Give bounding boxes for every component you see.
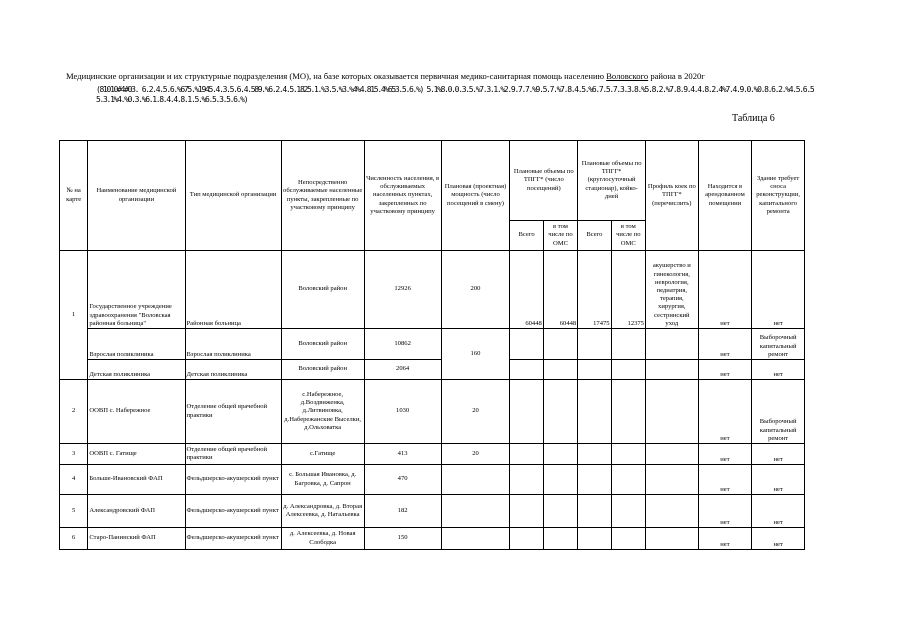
cell-pmsp-oms [543,465,577,495]
cell-pmsp-oms: 60448 [543,251,577,329]
cell-reconstruction: Выборочный капитальный ремонт [752,329,805,360]
cell-type: Фельдшерско-акушерский пункт [185,465,281,495]
cell-capacity: 20 [441,380,510,444]
cell-rented: нет [698,465,752,495]
cell-pmsp-oms [543,528,577,550]
cell-bed-profile [646,528,699,550]
cell-rented: нет [698,360,752,380]
cell-capacity: 160 [441,329,510,380]
cell-name: Старо-Панинский ФАП [88,528,185,550]
cell-bed-profile [646,465,699,495]
title-text-after: района в 2020г [648,71,705,81]
header-pmsp-volumes: Плановые объемы по ТПГГ* (число посещений) [510,141,578,221]
cell-hosp-oms [611,444,645,465]
cell-num: 4 [60,465,88,495]
garbled-line-2: 5.3.1%4.%0.3.%6.1.8.4.4.8.1.5.%6.5.3.5.6.%) [96,95,248,104]
cell-reconstruction: нет [752,528,805,550]
cell-num: 2 [60,380,88,444]
cell-hosp-oms [611,495,645,528]
cell-reconstruction: нет [752,251,805,329]
cell-capacity [441,465,510,495]
garbled-line-1: (81010#4#03. 6.2.4.5.6.%675.%1945.4.3.5.6.4.589.%6.2.4.5.1825.1.%3.5.%3.%4%4.815.4%653.5.6.%) 5.1%8.0.0.3.5.%7.3.1.%2.9.7.7.%9.5.7.%7.8.4.5.%6.7.5.7.3.3.8.%5.8.2.%7.8.9.4.4.8.2.4%7.4.9.0.%0.8.6.2.%4.5.6.5 [96,85,814,94]
cell-reconstruction: нет [752,444,805,465]
medical-organizations-table [59,140,805,550]
table-row [60,360,805,380]
cell-capacity: 20 [441,444,510,465]
cell-bed-profile [646,329,699,360]
garbled-text-block [96,85,813,105]
cell-pmsp-total [510,380,543,444]
header-hosp-total: Всего [578,221,611,251]
cell-bed-profile [646,444,699,465]
cell-population: 2064 [364,360,441,380]
cell-capacity [441,495,510,528]
cell-type: Отделение общей врачебной практики [185,380,281,444]
header-num: № на карте [60,141,88,251]
table-row [60,528,805,550]
cell-rented: нет [698,380,752,444]
cell-hosp-total [578,329,611,360]
cell-hosp-oms: 12375 [611,251,645,329]
cell-hosp-total [578,380,611,444]
table-row [60,495,805,528]
table-row [60,251,805,329]
cell-settlements: д. Александровка, д. Вторая Алексеевка, д. Натальевка [281,495,364,528]
cell-hosp-oms [611,528,645,550]
cell-bed-profile: акушерство и гинекология, неврология, педиатрия, терапия, хирургия, сестринский уход [646,251,699,329]
cell-bed-profile [646,380,699,444]
cell-rented: нет [698,495,752,528]
cell-population: 12926 [364,251,441,329]
cell-settlements: Воловский район [281,360,364,380]
cell-bed-profile [646,495,699,528]
cell-reconstruction: нет [752,360,805,380]
header-settlements: Непосредственно обслуживаемые населенные пункты, закрепленные по участковому принципу [281,141,364,251]
cell-type: Районная больница [185,251,281,329]
cell-hosp-oms [611,360,645,380]
cell-capacity [441,528,510,550]
cell-hosp-oms [611,380,645,444]
cell-rented: нет [698,444,752,465]
cell-name: ООВП с. Гатище [88,444,185,465]
cell-population: 10862 [364,329,441,360]
cell-type: Фельдшерско-акушерский пункт [185,528,281,550]
cell-bed-profile [646,360,699,380]
cell-settlements: с. Большая Ивановка, д. Багровка, д. Сапрон [281,465,364,495]
cell-hosp-oms [611,465,645,495]
header-bed-profile: Профиль коек по ТПГГ* (перечислить) [646,141,699,251]
cell-num: 6 [60,528,88,550]
cell-hosp-total [578,444,611,465]
cell-name: ООВП с. Набережное [88,380,185,444]
cell-settlements: д. Алексеевка, д. Новая Слободка [281,528,364,550]
cell-settlements: с.Набережное, д.Воздвиженка, д.Литвиновка, д.Набережанские Выселки, д.Ольховатка [281,380,364,444]
cell-population: 470 [364,465,441,495]
table-row [60,444,805,465]
cell-name: Взрослая поликлиника [88,329,185,360]
cell-rented: нет [698,528,752,550]
table-row [60,329,805,360]
cell-rented: нет [698,329,752,360]
cell-population: 150 [364,528,441,550]
cell-num: 5 [60,495,88,528]
cell-hosp-total: 17475 [578,251,611,329]
cell-name: Александровский ФАП [88,495,185,528]
cell-name: Детская поликлиника [88,360,185,380]
cell-pmsp-oms [543,329,577,360]
cell-settlements: Воловский район [281,251,364,329]
cell-hosp-oms [611,329,645,360]
cell-reconstruction: нет [752,465,805,495]
header-pmsp-oms: в том числе по ОМС [543,221,577,251]
cell-num: 3 [60,444,88,465]
cell-pmsp-total [510,495,543,528]
cell-type: Фельдшерско-акушерский пункт [185,495,281,528]
header-name: Наименование медицинской организации [88,141,185,251]
cell-type: Детская поликлиника [185,360,281,380]
cell-pmsp-total: 60448 [510,251,543,329]
cell-pmsp-total [510,444,543,465]
cell-settlements: с.Гатище [281,444,364,465]
cell-pmsp-oms [543,380,577,444]
cell-pmsp-total [510,360,543,380]
cell-name: Государственное учреждение здравоохранения "Воловская районная больница" [88,251,185,329]
table-row [60,465,805,495]
cell-num: 1 [60,251,88,380]
cell-pmsp-oms [543,495,577,528]
title-district: Воловского [606,71,649,81]
title-text-before: Медицинские организации и их структурные подразделения (МО), на базе которых оказывается первичная медико-санитарная помощь населению [66,71,607,81]
header-rented: Находится в арендованном помещении [698,141,752,251]
cell-capacity: 200 [441,251,510,329]
cell-population: 1030 [364,380,441,444]
cell-name: Больше-Ивановский ФАП [88,465,185,495]
cell-type: Отделение общей врачебной практики [185,444,281,465]
cell-population: 182 [364,495,441,528]
cell-pmsp-total [510,329,543,360]
header-capacity: Плановая (проектная) мощность (число посещений в смену) [441,141,510,251]
table-row [60,380,805,444]
header-type: Тип медицинской организации [185,141,281,251]
table-label: Таблица 6 [732,113,775,124]
header-population: Численность населения, в обслуживаемых населенных пунктах, закрепленных по участковому принципу [364,141,441,251]
document-title [66,71,856,82]
cell-hosp-total [578,465,611,495]
cell-rented: нет [698,251,752,329]
cell-pmsp-oms [543,444,577,465]
cell-population: 413 [364,444,441,465]
cell-pmsp-total [510,465,543,495]
header-reconstruction: Здание требует сноса реконструкции, капитального ремонта [752,141,805,251]
header-pmsp-total: Всего [510,221,543,251]
header-hospital-volumes: Плановые объемы по ТПГГ* (круглосуточный стационар), койко-дней [578,141,646,221]
cell-reconstruction: нет [752,495,805,528]
header-hosp-oms: в том числе по ОМС [611,221,645,251]
cell-hosp-total [578,495,611,528]
cell-hosp-total [578,528,611,550]
cell-pmsp-total [510,528,543,550]
cell-reconstruction: Выборочный капитальный ремонт [752,380,805,444]
cell-hosp-total [578,360,611,380]
cell-type: Взрослая поликлиника [185,329,281,360]
cell-pmsp-oms [543,360,577,380]
cell-settlements: Воловский район [281,329,364,360]
